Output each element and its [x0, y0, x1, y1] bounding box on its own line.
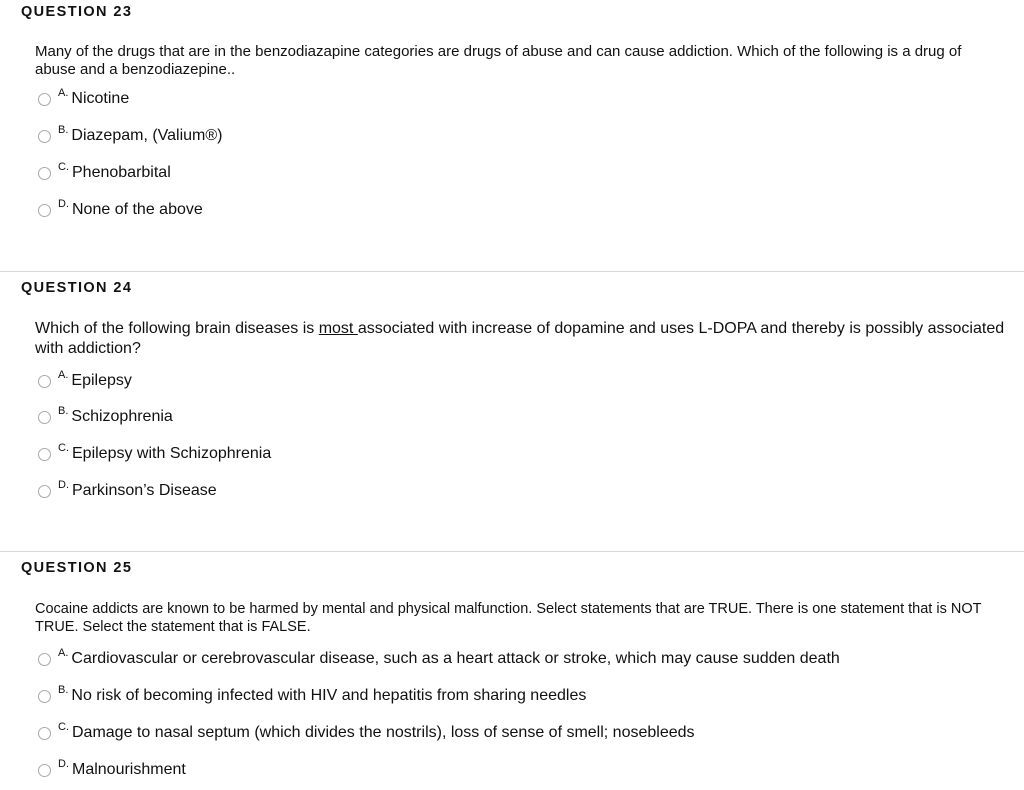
option-text: Cardiovascular or cerebrovascular disease, such as a heart attack or stroke, which may cause sudden death [71, 650, 840, 667]
option-a[interactable] [38, 89, 129, 113]
radio-button[interactable] [38, 653, 51, 666]
option-letter: B. [58, 405, 69, 417]
option-text: Diazepam, (Valium®) [71, 127, 223, 144]
option-text: No risk of becoming infected with HIV and hepatitis from sharing needles [71, 687, 587, 704]
option-letter: B. [58, 684, 69, 696]
radio-button[interactable] [38, 411, 51, 424]
radio-button[interactable] [38, 764, 51, 777]
option-c[interactable] [38, 723, 695, 747]
radio-button[interactable] [38, 93, 51, 106]
option-letter: C. [58, 161, 69, 173]
option-d[interactable] [38, 481, 217, 505]
option-letter: A. [58, 87, 69, 99]
radio-button[interactable] [38, 690, 51, 703]
option-letter: C. [58, 721, 69, 733]
option-letter: C. [58, 442, 69, 454]
radio-button[interactable] [38, 130, 51, 143]
option-c[interactable] [38, 444, 271, 468]
option-d[interactable] [38, 760, 186, 784]
option-b[interactable] [38, 686, 586, 710]
option-text: Parkinson’s Disease [72, 482, 217, 499]
question-title: QUESTION 24 [21, 280, 133, 296]
option-text: Malnourishment [72, 761, 186, 778]
radio-button[interactable] [38, 485, 51, 498]
prompt-emphasis: most [318, 320, 358, 337]
question-title: QUESTION 25 [21, 560, 133, 576]
radio-button[interactable] [38, 727, 51, 740]
question-prompt: Many of the drugs that are in the benzodiazapine categories are drugs of abuse and can cause addiction. Which of the following is a drug of abuse and a benzodiazepine.. [35, 43, 962, 78]
option-text: None of the above [72, 201, 203, 218]
option-a[interactable] [38, 649, 840, 673]
option-a[interactable] [38, 371, 132, 395]
question-25 [0, 551, 1024, 790]
question-prompt [35, 319, 1005, 359]
prompt-text-after: associated with increase of dopamine and uses L-DOPA and thereby is possibly associated with addiction? [35, 320, 1005, 357]
option-letter: B. [58, 124, 69, 136]
option-text: Epilepsy [71, 372, 132, 389]
question-24 [0, 271, 1024, 551]
option-c[interactable] [38, 163, 171, 187]
option-letter: A. [58, 369, 69, 381]
radio-button[interactable] [38, 375, 51, 388]
option-letter: D. [58, 758, 69, 770]
option-text: Damage to nasal septum (which divides the nostrils), loss of sense of smell; nosebleeds [72, 724, 695, 741]
question-prompt: Cocaine addicts are known to be harmed by mental and physical malfunction. Select statements that are TRUE. There is one statement that is NOT TRUE. Select the statement that is FALSE. [35, 601, 982, 635]
question-title: QUESTION 23 [21, 4, 133, 20]
option-b[interactable] [38, 407, 173, 431]
question-23 [0, 0, 1024, 271]
radio-button[interactable] [38, 167, 51, 180]
option-text: Epilepsy with Schizophrenia [72, 445, 272, 462]
option-b[interactable] [38, 126, 223, 150]
option-text: Phenobarbital [72, 164, 171, 181]
radio-button[interactable] [38, 448, 51, 461]
option-d[interactable] [38, 200, 203, 224]
option-letter: D. [58, 479, 69, 491]
radio-button[interactable] [38, 204, 51, 217]
option-letter: D. [58, 198, 69, 210]
prompt-text-before: Which of the following brain diseases is [35, 320, 319, 337]
option-text: Schizophrenia [71, 408, 173, 425]
option-text: Nicotine [71, 90, 130, 107]
option-letter: A. [58, 647, 69, 659]
